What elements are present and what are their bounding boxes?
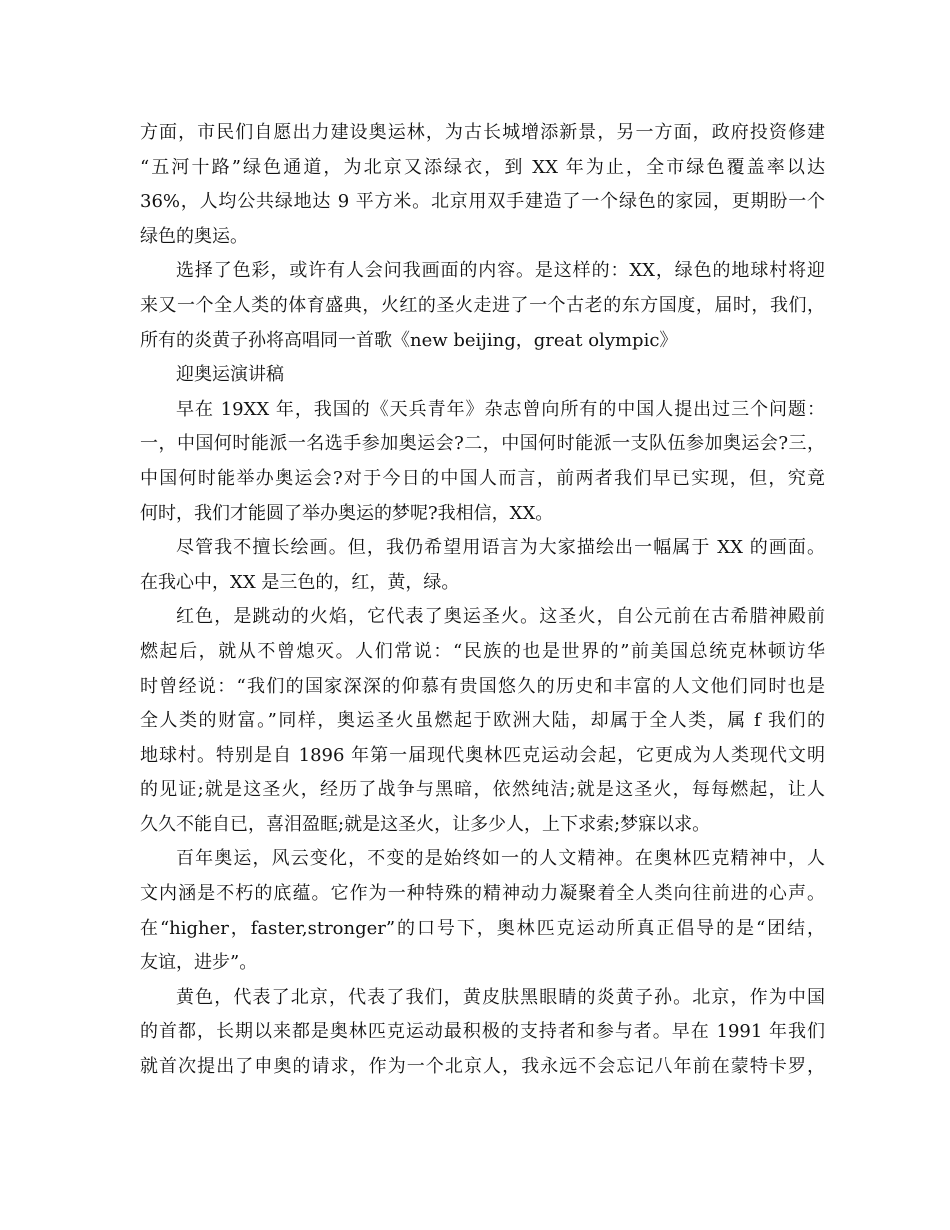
text-line: 红色，是跳动的火焰，它代表了奥运圣火。这圣火，自公元前在古希腊神殿前 xyxy=(176,606,825,628)
text-line: 的首都，长期以来都是奥林匹克运动最积极的支持者和参与者。早在 1991 年我们 xyxy=(140,1021,825,1043)
text-line: 方面，市民们自愿出力建设奥运林，为古长城增添新景，另一方面，政府投资修建 xyxy=(140,122,825,143)
text-line: 文内涵是不朽的底蕴。它作为一种特殊的精神动力凝聚着全人类向往前进的心声。 xyxy=(140,883,825,905)
text-line: 早在 19XX 年，我国的《天兵青年》杂志曾向所有的中国人提出过三个问题： xyxy=(176,398,825,420)
paragraph xyxy=(140,358,825,393)
text-line: “五河十路”绿色通道，为北京又添绿衣，到 XX 年为止，全市绿色覆盖率以达 xyxy=(140,156,825,178)
paragraph xyxy=(140,531,825,600)
text-line: 选择了色彩，或许有人会问我画面的内容。是这样的：XX，绿色的地球村将迎 xyxy=(176,260,825,282)
text-line: 全人类的财富。”同样，奥运圣火虽燃起于欧洲大陆，却属于全人类，属 f 我们的 xyxy=(140,710,825,732)
text-line: 来又一个全人类的体育盛典，火红的圣火走进了一个古老的东方国度，届时，我们， xyxy=(140,294,825,316)
text-line: 尽管我不擅长绘画。但，我仍希望用语言为大家描绘出一幅属于 XX 的画面。 xyxy=(176,537,825,559)
text-line: 地球村。特别是自 1896 年第一届现代奥林匹克运动会起，它更成为人类现代文明 xyxy=(140,744,825,766)
text-line: 36%，人均公共绿地达 9 平方米。北京用双手建造了一个绿色的家园，更期盼一个 xyxy=(140,191,825,213)
text-line: 百年奥运，风云变化，不变的是始终如一的人文精神。在奥林匹克精神中，人 xyxy=(176,848,825,870)
text-line: 久久不能自已，喜泪盈眶;就是这圣火，让多少人，上下求索;梦寐以求。 xyxy=(140,813,711,835)
document-body xyxy=(140,116,825,1085)
paragraph xyxy=(140,254,825,358)
paragraph xyxy=(140,116,825,254)
paragraph xyxy=(140,981,825,1085)
text-line: 一，中国何时能派一名选手参加奥运会?二，中国何时能派一支队伍参加奥运会?三， xyxy=(140,433,825,455)
text-line: 在“higher，faster,stronger”的口号下，奥林匹克运动所真正倡导的是“团结， xyxy=(140,917,825,939)
text-line: 燃起后，就从不曾熄灭。人们常说：“民族的也是世界的”前美国总统克林顿访华 xyxy=(140,640,825,662)
text-line: 友谊，进步”。 xyxy=(140,952,258,974)
paragraph xyxy=(140,842,825,980)
text-line: 时曾经说：“我们的国家深深的仰慕有贵国悠久的历史和丰富的人文他们同时也是 xyxy=(140,675,825,697)
text-line: 何时，我们才能圆了举办奥运的梦呢?我相信，XX。 xyxy=(140,502,554,524)
text-line: 所有的炎黄子孙将高唱同一首歌《new beijing，great olympic》 xyxy=(140,329,678,351)
text-line: 就首次提出了申奥的请求，作为一个北京人，我永远不会忘记八年前在蒙特卡罗， xyxy=(140,1056,825,1078)
text-line: 迎奥运演讲稿 xyxy=(176,364,284,386)
text-line: 绿色的奥运。 xyxy=(140,225,248,247)
text-line: 黄色，代表了北京，代表了我们，黄皮肤黑眼睛的炎黄子孙。北京，作为中国 xyxy=(176,986,825,1008)
text-line: 在我心中，XX 是三色的，红，黄，绿。 xyxy=(140,571,460,593)
paragraph xyxy=(140,600,825,842)
paragraph xyxy=(140,393,825,531)
text-line: 的见证;就是这圣火，经历了战争与黑暗，依然纯洁;就是这圣火，每每燃起，让人 xyxy=(140,779,825,801)
text-line: 中国何时能举办奥运会?对于今日的中国人而言，前两者我们早已实现，但，究竟 xyxy=(140,467,825,489)
